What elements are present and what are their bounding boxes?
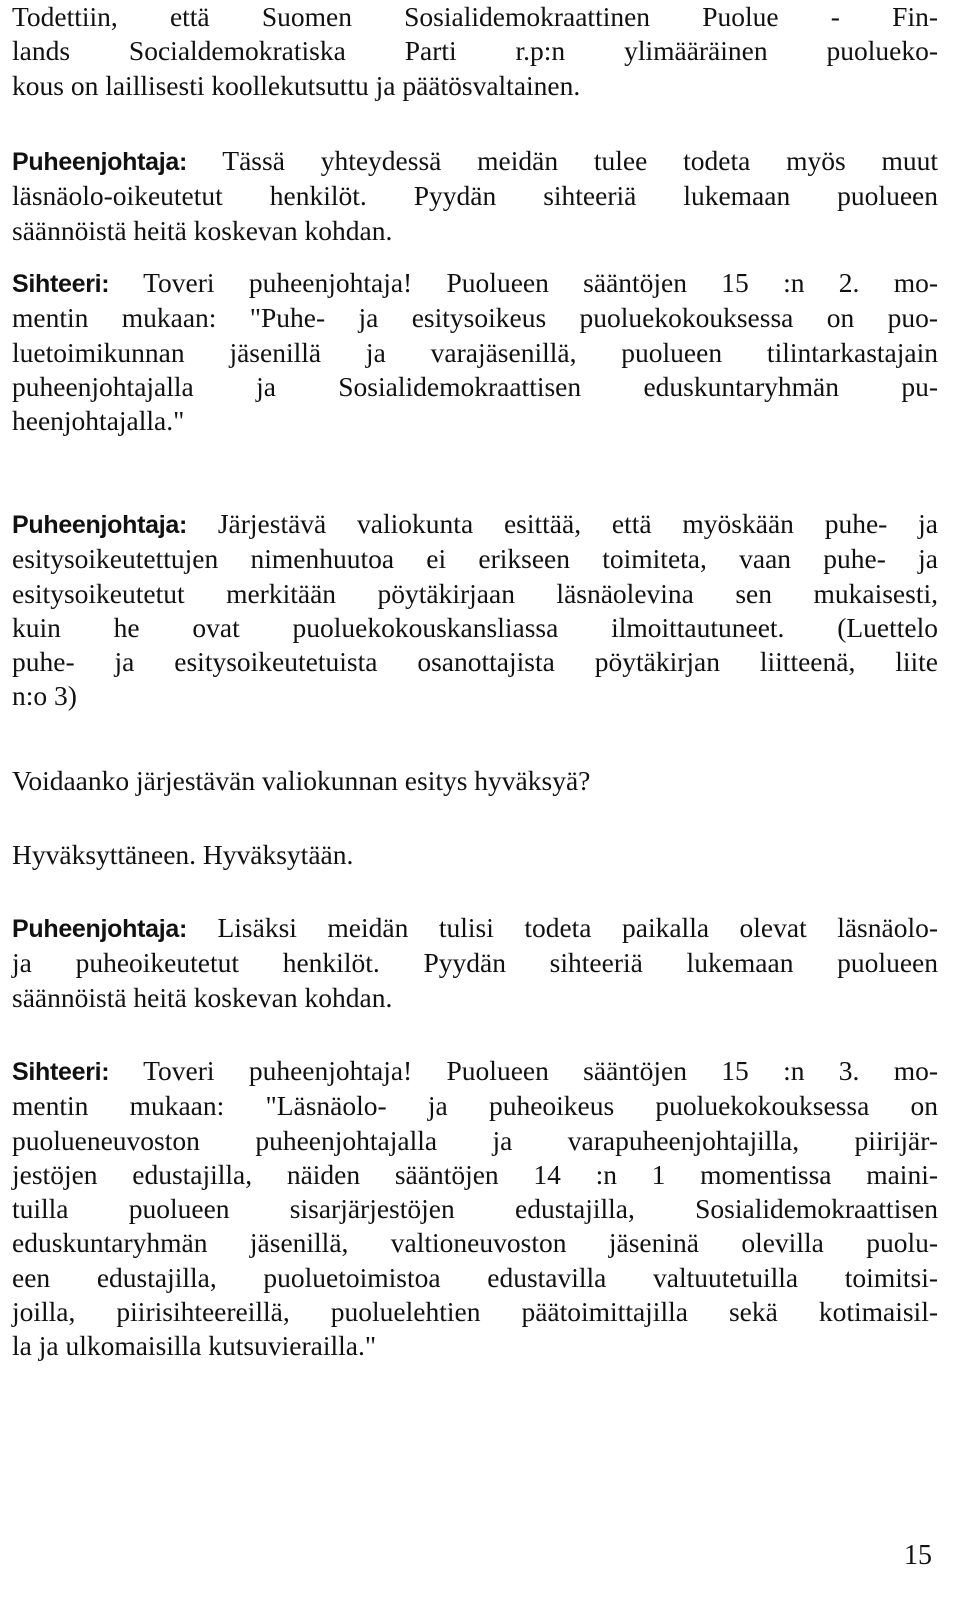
- text-line: kous on laillisesti koollekutsuttu ja päätösvaltainen.: [12, 69, 581, 101]
- speaker-label: Sihteeri:: [12, 270, 110, 298]
- text-line: [12, 1054, 938, 1089]
- text-line: een edustajilla, puoluetoimistoa edustavilla valtuutetuilla toimitsi-: [12, 1261, 938, 1293]
- text-line: ja puheoikeutetut henkilöt. Pyydän sihteeriä lukemaan puolueen: [12, 947, 938, 979]
- text-line: [12, 266, 938, 301]
- speaker-label: Sihteeri:: [12, 1058, 110, 1086]
- text-line: joilla, piirisihteereillä, puoluelehtien päätoimittajilla sekä kotimaisil-: [12, 1296, 938, 1328]
- text-segment: Tässä yhteydessä meidän tulee todeta myös muut: [222, 145, 938, 176]
- paragraph-chair-committee-proposal: [12, 507, 938, 714]
- text-line: säännöistä heitä koskevan kohdan.: [12, 981, 393, 1013]
- text-segment: Toveri puheenjohtaja! Puolueen sääntöjen 15 :n 3. mo-: [143, 1055, 938, 1086]
- speaker-label: Puheenjohtaja:: [12, 511, 187, 539]
- text-line: kuin he ovat puoluekokouskansliassa ilmoittautuneet. (Luettelo: [12, 611, 938, 643]
- text-line: puhe- ja esitysoikeutetuista osanottajista pöytäkirjan liitteenä, liite: [12, 646, 938, 678]
- text-line: säännöistä heitä koskevan kohdan.: [12, 214, 393, 246]
- speaker-label: Puheenjohtaja:: [12, 915, 187, 943]
- text-line: esitysoikeutettujen nimenhuutoa ei erikseen toimiteta, vaan puhe- ja: [12, 543, 938, 575]
- text-line: mentin mukaan: "Läsnäolo- ja puheoikeus puoluekokouksessa on: [12, 1090, 938, 1122]
- text-segment: Lisäksi meidän tulisi todeta paikalla olevat läsnäolo-: [217, 912, 938, 943]
- paragraph-secretary-rule-15-2: [12, 266, 938, 438]
- text-segment: Toveri puheenjohtaja! Puolueen sääntöjen 15 :n 2. mo-: [143, 267, 938, 298]
- text-line: Hyväksyttäneen. Hyväksytään.: [12, 839, 354, 870]
- paragraph-chair-speaking-rights: [12, 911, 938, 1015]
- text-line: heenjohtajalla.": [12, 405, 185, 437]
- text-line: jestöjen edustajilla, näiden sääntöjen 14 :n 1 momentissa maini-: [12, 1158, 938, 1190]
- speaker-label: Puheenjohtaja:: [12, 148, 187, 176]
- page-number: 15: [904, 1540, 932, 1571]
- paragraph-chair-attendance-rights: [12, 144, 938, 248]
- paragraph-quorum-statement: [12, 0, 938, 103]
- text-line: la ja ulkomaisilla kutsuvierailla.": [12, 1330, 377, 1362]
- text-line: tuilla puolueen sisarjärjestöjen edustajilla, Sosialidemokraattisen: [12, 1193, 938, 1225]
- paragraph-secretary-rule-15-3: [12, 1054, 938, 1364]
- text-line: puheenjohtajalla ja Sosialidemokraattisen eduskuntaryhmän pu-: [12, 370, 938, 402]
- paragraph-question: [12, 764, 938, 798]
- text-line: n:o 3): [12, 680, 77, 712]
- text-line: mentin mukaan: "Puhe- ja esitysoikeus puoluekokouksessa on puo-: [12, 302, 938, 334]
- text-line: [12, 911, 938, 946]
- text-line: esitysoikeutetut merkitään pöytäkirjaan läsnäolevina sen mukaisesti,: [12, 577, 938, 609]
- text-line: eduskuntaryhmän jäsenillä, valtioneuvoston jäseninä olevilla puolu-: [12, 1227, 938, 1259]
- text-line: [12, 144, 938, 179]
- text-line: puolueneuvoston puheenjohtajalla ja varapuheenjohtajilla, piirijär-: [12, 1124, 938, 1156]
- text-line: luetoimikunnan jäsenillä ja varajäsenillä, puolueen tilintarkastajain: [12, 336, 938, 368]
- text-line: [12, 507, 938, 542]
- text-line: Voidaanko järjestävän valiokunnan esitys hyväksyä?: [12, 765, 591, 796]
- text-segment: Järjestävä valiokunta esittää, että myöskään puhe- ja: [217, 508, 938, 539]
- text-line: läsnäolo-oikeutetut henkilöt. Pyydän sihteeriä lukemaan puolueen: [12, 180, 938, 212]
- text-line: lands Socialdemokratiska Parti r.p:n ylimääräinen puolueko-: [12, 35, 938, 67]
- text-line: Todettiin, että Suomen Sosialidemokraattinen Puolue - Fin-: [12, 1, 938, 32]
- paragraph-approval: [12, 838, 938, 872]
